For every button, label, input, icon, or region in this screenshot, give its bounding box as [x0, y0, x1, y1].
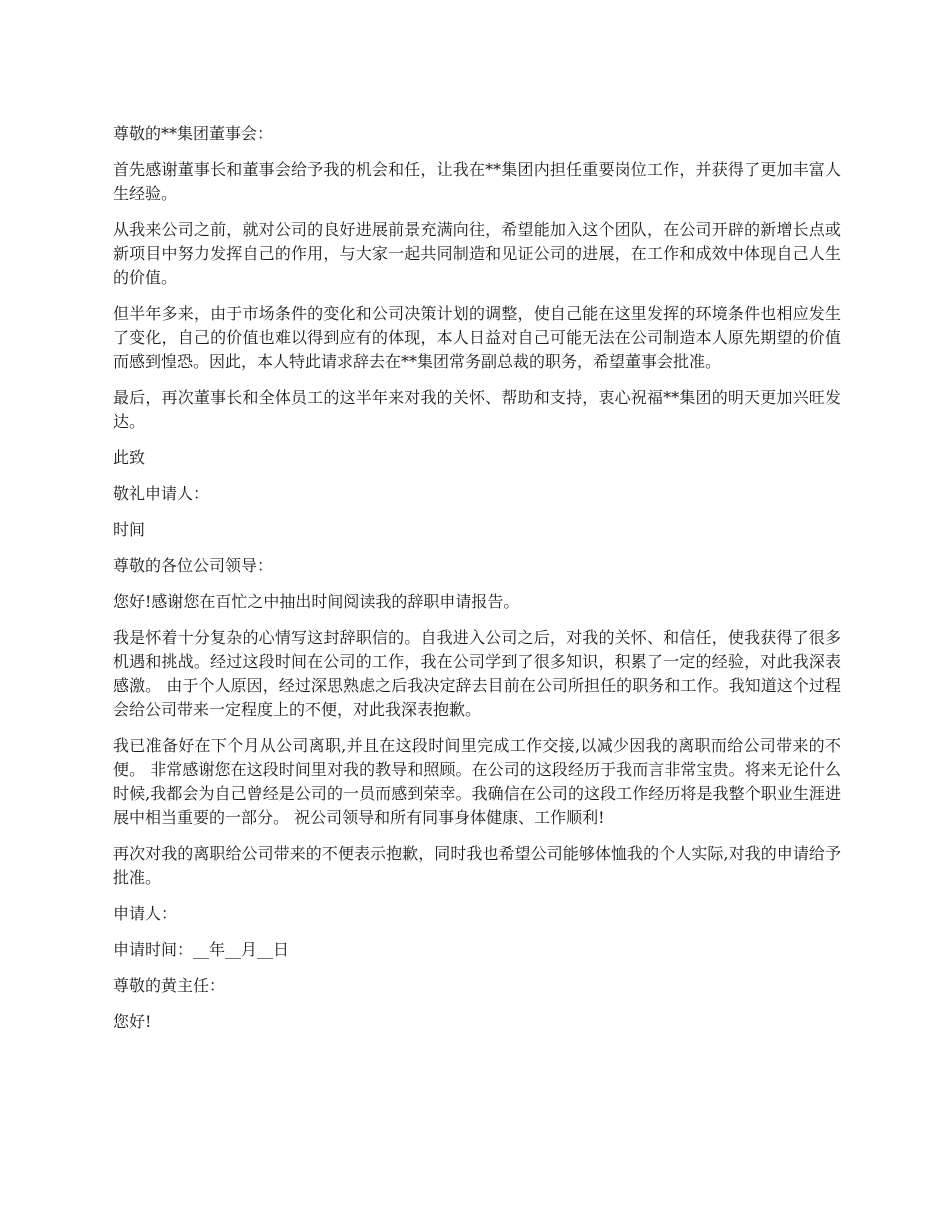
body-paragraph: 最后，再次董事长和全体员工的这半年来对我的关怀、帮助和支持，衷心祝福**集团的明天更加兴旺发达。 [113, 388, 841, 431]
date-line: 时间 [113, 520, 146, 539]
salutation-leaders: 尊敬的各位公司领导： [113, 556, 274, 575]
application-date-line: 申请时间：__年__月__日 [113, 940, 290, 959]
body-paragraph: 首先感谢董事长和董事会给予我的机会和任，让我在**集团内担任重要岗位工作，并获得了更加丰富人生经验。 [113, 160, 841, 203]
document-page [113, 122, 841, 1046]
salutation-director: 尊敬的黄主任： [113, 976, 226, 995]
body-paragraph: 但半年多来，由于市场条件的变化和公司决策计划的调整，使自己能在这里发挥的环境条件也相应发生了变化，自己的价值也难以得到应有的体现，本人日益对自己可能无法在公司制造本人原先期望的价值而感到惶恐。因此，本人特此请求辞去在**集团常务副总裁的职务，希望董事会批准。 [113, 304, 841, 371]
body-paragraph: 您好!感谢您在百忙之中抽出时间阅读我的辞职申请报告。 [113, 592, 520, 611]
applicant-line: 申请人： [113, 904, 178, 923]
body-paragraph: 我已准备好在下个月从公司离职,并且在这段时间里完成工作交接,以减少因我的离职而给公司带来的不便。 非常感谢您在这段时间里对我的教导和照顾。在公司的这段经历于我而言非常宝贵。将来无论什么时候,我都会为自己曾经是公司的一员而感到荣幸。我确信在公司的这段工作经历将是我整个职业生涯进展中相当重要的一部分。 祝公司领导和所有同事身体健康、工作顺利! [113, 736, 841, 827]
body-paragraph: 从我来公司之前，就对公司的良好进展前景充满向往，希望能加入这个团队，在公司开辟的新增长点或新项目中努力发挥自己的作用，与大家一起共同制造和见证公司的进展，在工作和成效中体现自己人生的价值。 [113, 220, 841, 287]
salutation-board: 尊敬的**集团董事会： [113, 124, 274, 143]
closing-line: 此致 [113, 448, 146, 467]
signature-line: 敬礼申请人： [113, 484, 210, 503]
body-paragraph: 我是怀着十分复杂的心情写这封辞职信的。自我进入公司之后，对我的关怀、和信任，使我获得了很多机遇和挑战。经过这段时间在公司的工作，我在公司学到了很多知识，积累了一定的经验，对此我深表感激。 由于个人原因，经过深思熟虑之后我决定辞去目前在公司所担任的职务和工作。我知道这个过程会给公司带来一定程度上的不便，对此我深表抱歉。 [113, 628, 841, 719]
greeting-line: 您好! [113, 1012, 152, 1031]
body-paragraph: 再次对我的离职给公司带来的不便表示抱歉，同时我也希望公司能够体恤我的个人实际,对我的申请给予批准。 [113, 844, 841, 887]
